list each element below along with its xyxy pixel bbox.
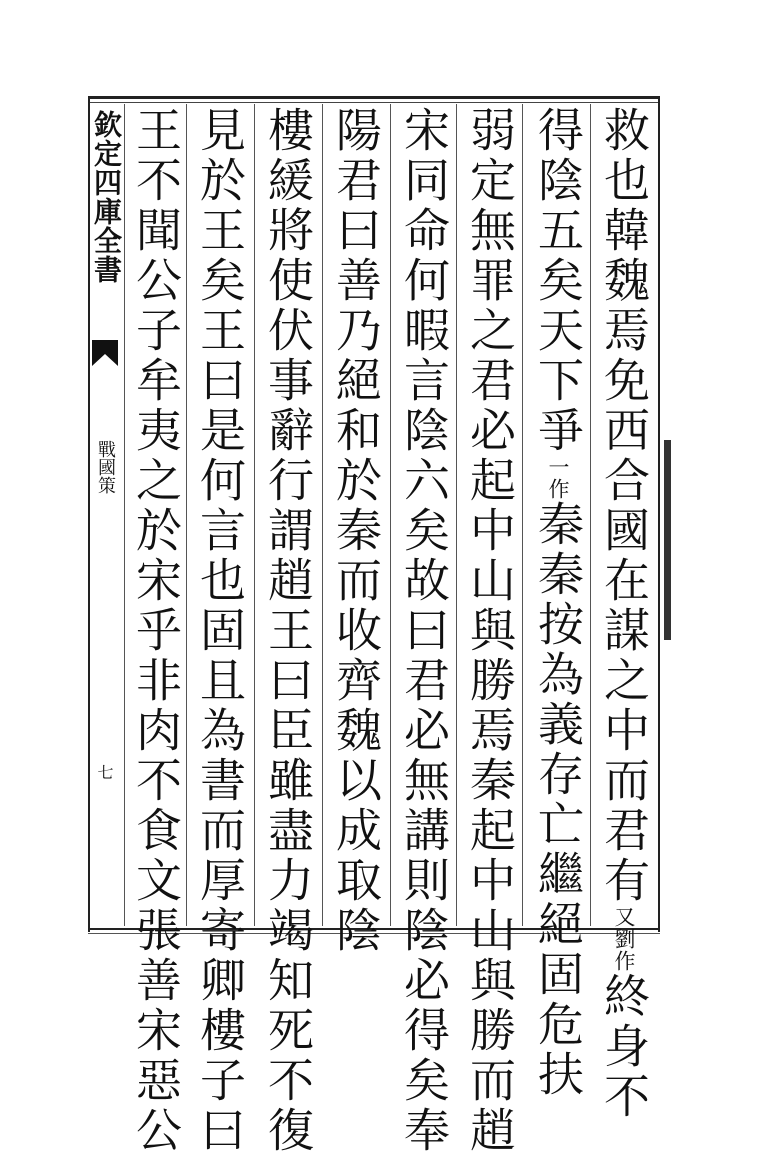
page-margin xyxy=(90,104,122,926)
text-column-2 xyxy=(528,106,588,1100)
column-rule xyxy=(390,104,391,926)
column-rule xyxy=(124,104,125,926)
column-text: 王不聞公子牟夷之於宋乎非肉不食文張善宋惡公 xyxy=(129,106,183,1156)
binding-edge-mark xyxy=(664,440,671,640)
column-text: 弱定無罪之君必起中山與勝焉秦起中山與勝而趙 xyxy=(463,106,517,1156)
column-rule xyxy=(522,104,523,926)
text-column-8 xyxy=(126,106,186,1156)
column-rule xyxy=(186,104,187,926)
text-column-6 xyxy=(258,106,318,1156)
frame-top-rule-inner xyxy=(88,102,660,103)
column-text: 宋同命何暇言陰六矣故曰君必無講則陰必得矣奉 xyxy=(397,106,451,1156)
text-column-4 xyxy=(394,106,454,1156)
text-column-7 xyxy=(190,106,250,1156)
column-text: 救也韓魏焉免西合國在謀之中而君有 xyxy=(597,106,651,906)
interlinear-note: 一作 xyxy=(546,456,570,500)
margin-title: 欽定四庫全書 xyxy=(90,110,123,284)
fishtail-mark-icon xyxy=(92,340,118,366)
column-rule xyxy=(590,104,591,926)
text-column-5 xyxy=(326,106,386,956)
column-text: 陽君曰善乃絕和於秦而收齊魏以成取陰 xyxy=(329,106,383,956)
column-text: 秦秦按為義存亡繼絕固危扶 xyxy=(531,500,585,1100)
text-column-3 xyxy=(460,106,520,1156)
text-column-1 xyxy=(594,106,654,1122)
column-text: 得陰五矣天下爭 xyxy=(531,106,585,456)
column-text: 見於王矣王曰是何言也固且為書而厚寄卿樓子曰 xyxy=(193,106,247,1156)
column-rule xyxy=(322,104,323,926)
interlinear-note: 又劉作 xyxy=(612,906,636,972)
margin-page-number: 七 xyxy=(95,764,114,780)
frame-top-rule xyxy=(88,96,660,99)
column-text: 樓緩將使伏事辭行謂趙王曰臣雖盡力竭知死不復 xyxy=(261,106,315,1156)
frame-right-rule xyxy=(658,96,660,932)
column-rule xyxy=(254,104,255,926)
column-text: 終身不 xyxy=(597,972,651,1122)
margin-section-title: 戰國策 xyxy=(95,440,116,494)
column-rule xyxy=(456,104,457,926)
